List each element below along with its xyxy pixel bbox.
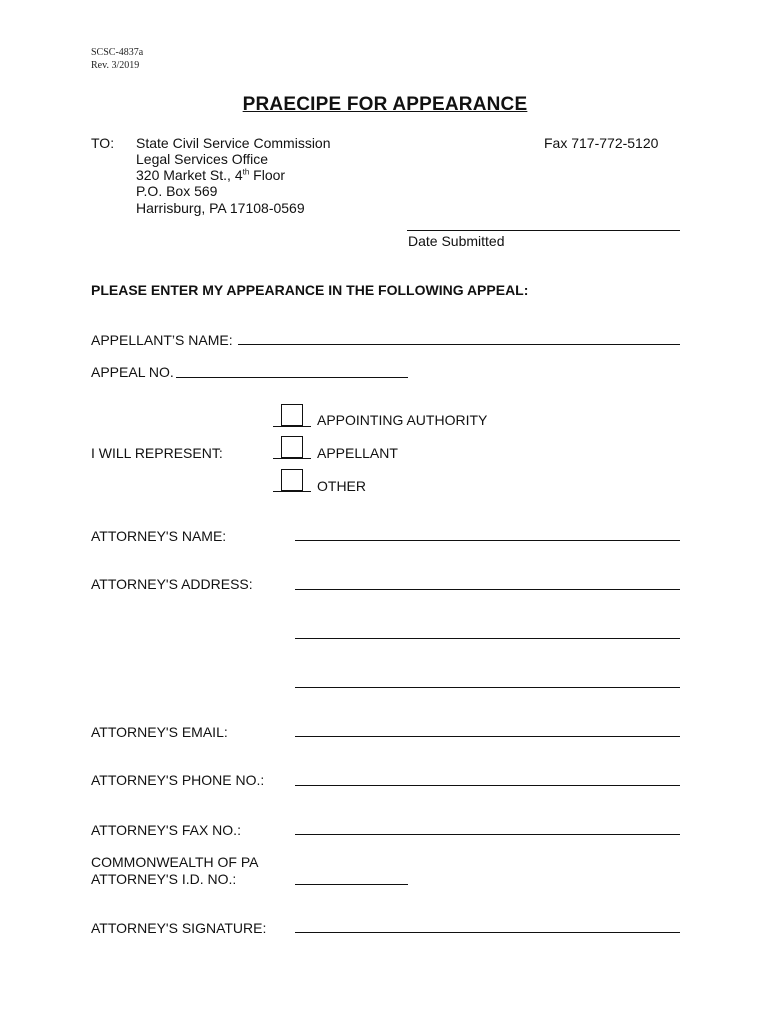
fax-number: Fax 717-772-5120 [544,135,659,151]
checkbox-other[interactable] [281,469,303,491]
attorney-signature-label: ATTORNEY'S SIGNATURE: [91,920,267,936]
attorney-address-label: ATTORNEY'S ADDRESS: [91,576,253,592]
date-submitted-field[interactable] [407,230,680,231]
attorney-phone-field[interactable] [295,785,680,786]
recipient-line-5: Harrisburg, PA 17108-0569 [136,200,305,216]
represent-label: I WILL REPRESENT: [91,445,223,461]
checkbox-appointing-authority[interactable] [281,404,303,426]
recipient-line-1: State Civil Service Commission [136,135,331,151]
appellant-name-label: APPELLANT’S NAME: [91,332,233,348]
attorney-phone-label: ATTORNEY'S PHONE NO.: [91,772,265,788]
attorney-id-field[interactable] [295,884,408,885]
recipient-line-2: Legal Services Office [136,151,269,167]
checkbox-underline [273,491,311,492]
attorney-id-label-line-1: COMMONWEALTH OF PA [91,854,259,870]
checkbox-appellant[interactable] [281,436,303,458]
option-other-label: OTHER [317,478,366,494]
instruction-heading: PLEASE ENTER MY APPEARANCE IN THE FOLLOWING APPEAL: [91,282,529,298]
attorney-address-field-3[interactable] [295,687,680,688]
attorney-name-label: ATTORNEY'S NAME: [91,528,227,544]
to-label: TO: [91,135,115,151]
recipient-line-4: P.O. Box 569 [136,183,218,199]
form-code: SCSC-4837a [91,47,144,58]
appellant-name-field[interactable] [238,344,680,345]
attorney-address-field-1[interactable] [295,589,680,590]
attorney-email-label: ATTORNEY'S EMAIL: [91,724,228,740]
attorney-name-field[interactable] [295,540,680,541]
attorney-email-field[interactable] [295,736,680,737]
attorney-signature-field[interactable] [295,932,680,933]
form-revision: Rev. 3/2019 [91,60,140,71]
appeal-no-label: APPEAL NO. [91,364,174,380]
recipient-line-3: 320 Market St., 4th Floor [136,167,286,183]
attorney-address-field-2[interactable] [295,638,680,639]
option-appointing-authority-label: APPOINTING AUTHORITY [317,412,488,428]
checkbox-underline [273,458,311,459]
attorney-fax-field[interactable] [295,834,680,835]
attorney-id-label-line-2: ATTORNEY'S I.D. NO.: [91,871,237,887]
appeal-no-field[interactable] [176,377,408,378]
option-appellant-label: APPELLANT [317,445,398,461]
page-title: PRAECIPE FOR APPEARANCE [242,94,528,115]
checkbox-underline [273,426,311,427]
attorney-fax-label: ATTORNEY'S FAX NO.: [91,822,241,838]
date-submitted-label: Date Submitted [408,233,505,249]
